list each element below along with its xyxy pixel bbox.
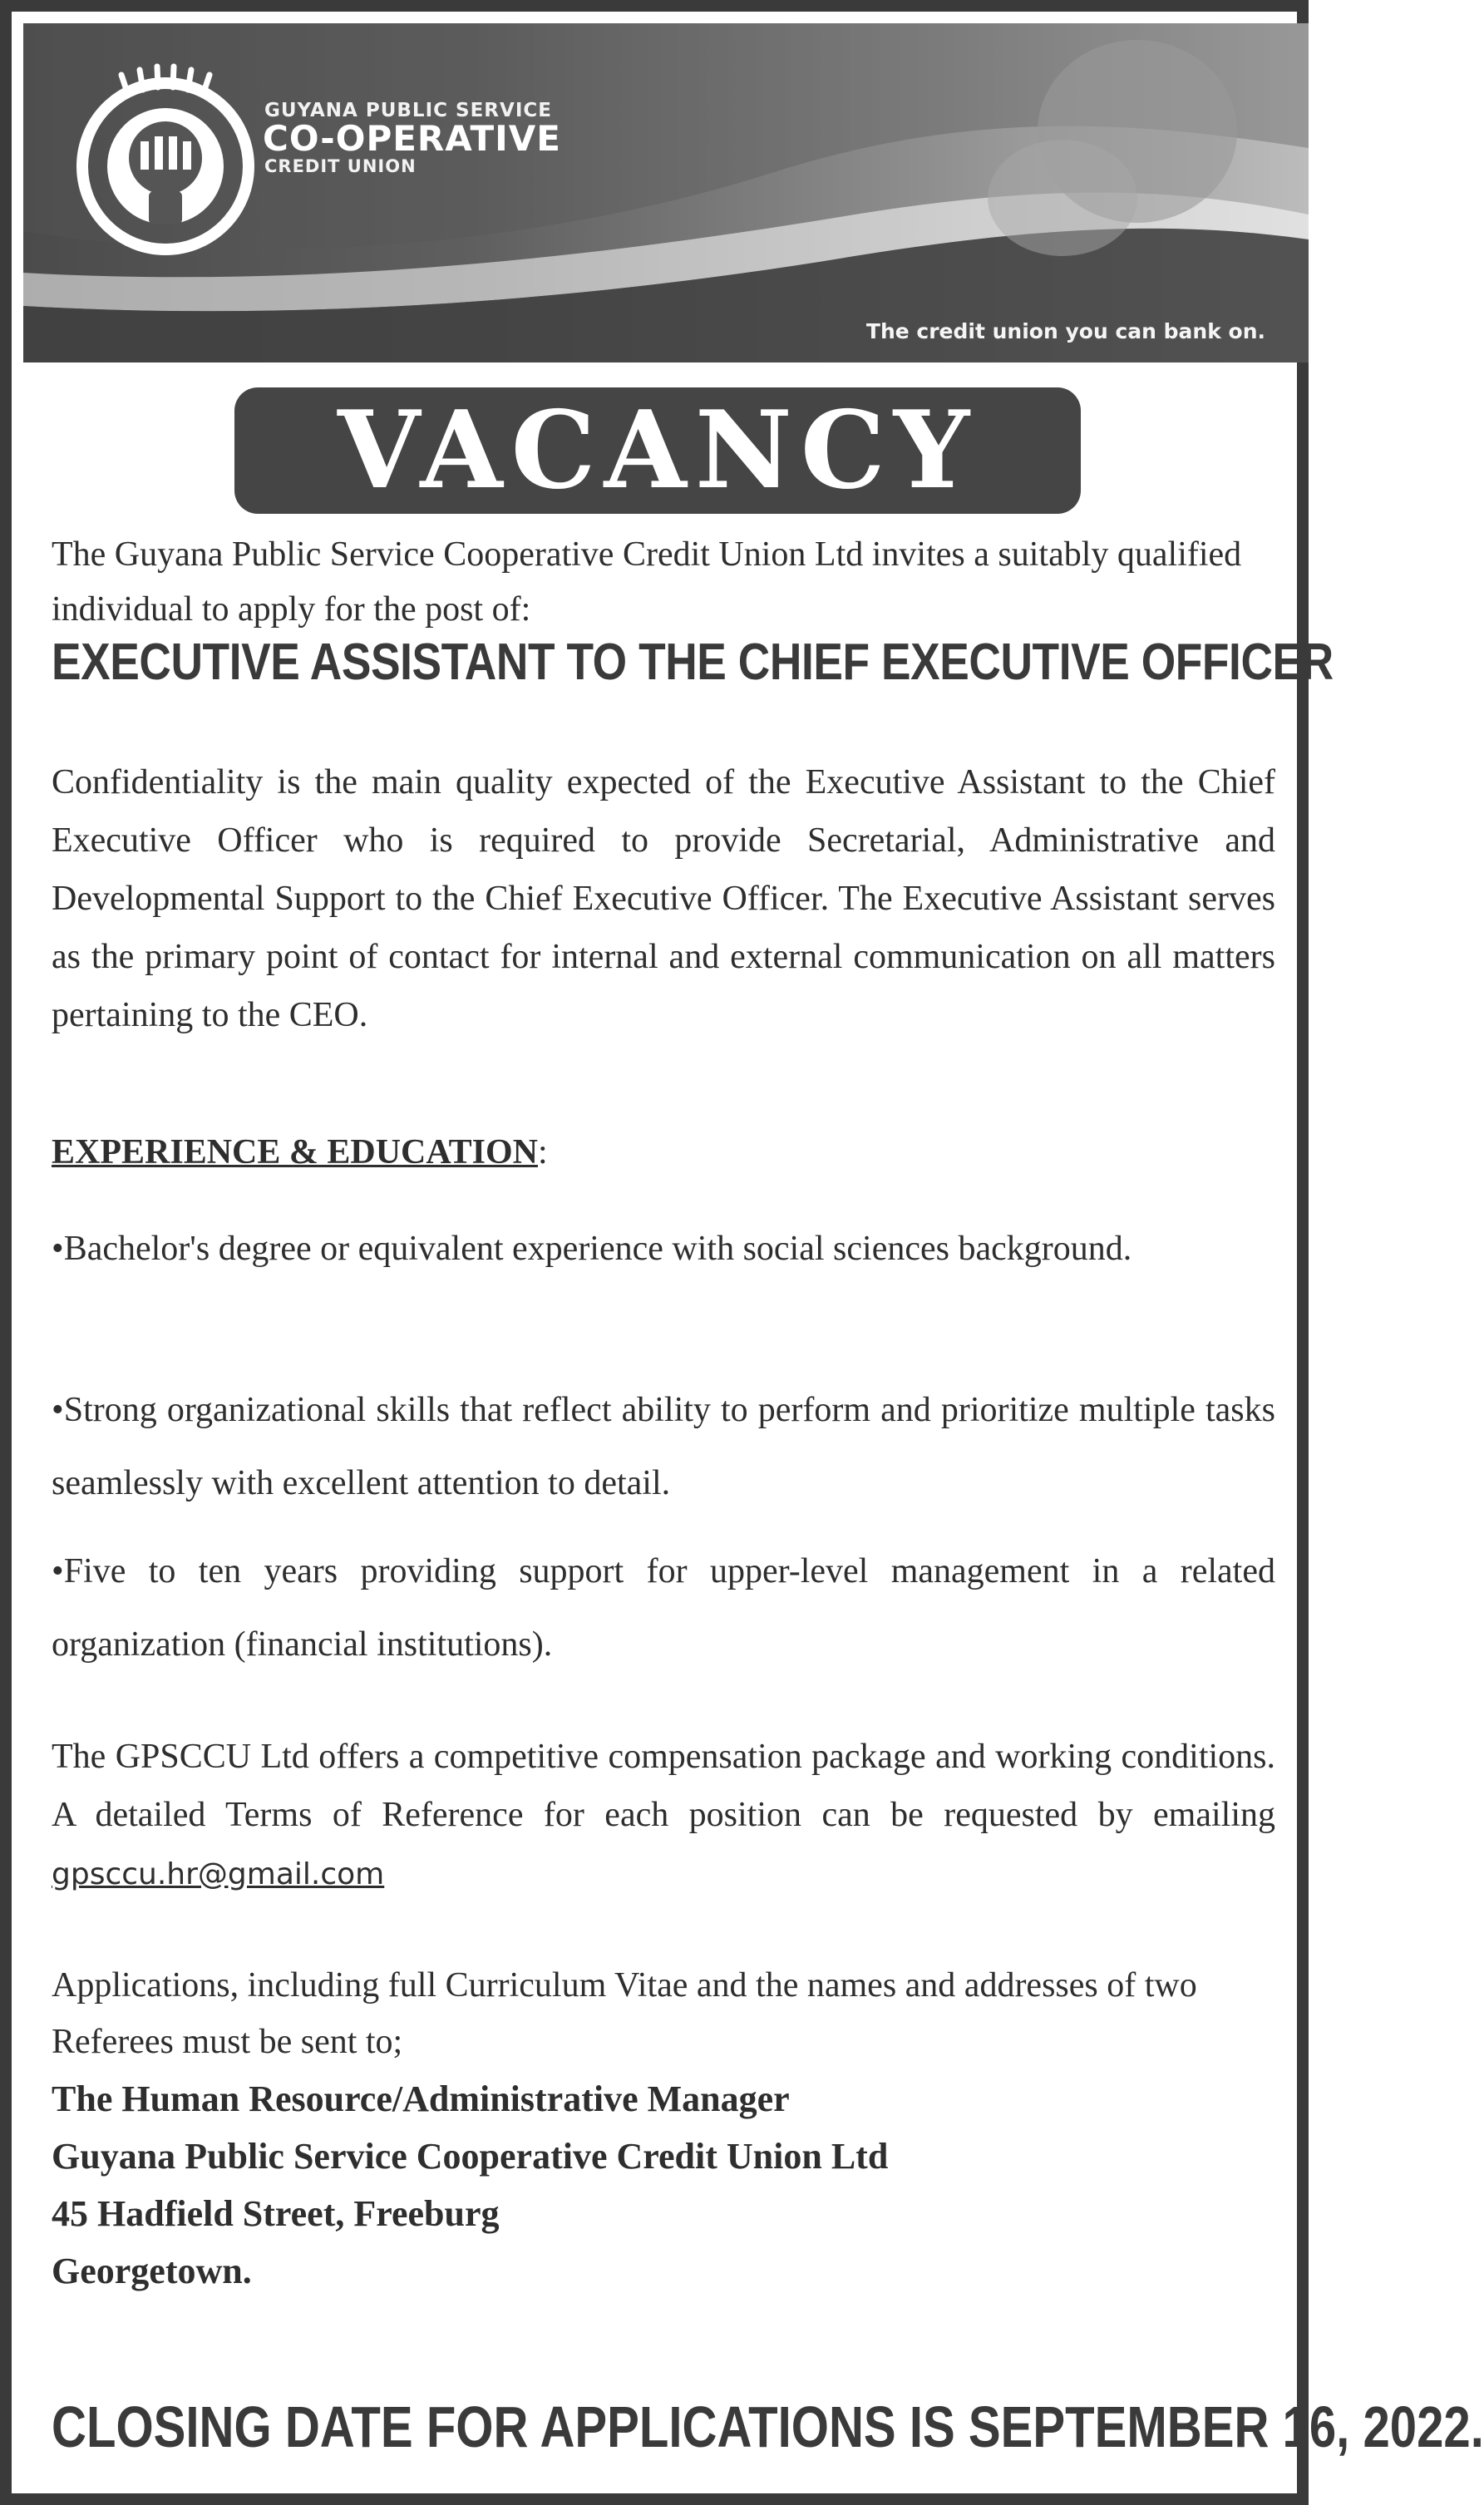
experience-heading-colon: : [537, 1133, 548, 1171]
credit-union-logo [70, 67, 261, 258]
address-line: Guyana Public Service Cooperative Credit Union Ltd [52, 2136, 889, 2177]
position-title: EXECUTIVE ASSISTANT TO THE CHIEF EXECUTIVE OFFICER [52, 634, 1334, 691]
vacancy-banner [234, 387, 1081, 514]
bullet-item: •Five to ten years providing support for upper-level management in a related organization (financial institutions). [52, 1552, 1275, 1664]
applications-text: Applications, including full Curriculum Vitae and the names and addresses of two Referees must be sent to; [52, 1966, 1197, 2061]
org-name-line3: CREDIT UNION [264, 156, 417, 176]
address-line: The Human Resource/Administrative Manager [52, 2078, 790, 2119]
offer-text: The GPSCCU Ltd offers a competitive compensation package and working conditions. A detailed Terms of Reference for each position can be requested by emailing [52, 1738, 1275, 1834]
mailing-address [52, 2070, 1275, 2300]
org-name-line1: GUYANA PUBLIC SERVICE [264, 100, 552, 121]
address-line: Georgetown. [52, 2251, 252, 2291]
header-banner [23, 23, 1309, 362]
bullet-item: •Bachelor's degree or equivalent experience with social sciences background. [52, 1230, 1132, 1268]
email-link[interactable]: gpsccu.hr@gmail.com [52, 1857, 385, 1891]
intro-text: The Guyana Public Service Cooperative Credit Union Ltd invites a suitably qualified individual to apply for the post of: [52, 535, 1242, 629]
vacancy-label: VACANCY [337, 388, 979, 513]
tagline: The credit union you can bank on. [865, 319, 1265, 343]
experience-heading-text: EXPERIENCE & EDUCATION [52, 1133, 538, 1171]
job-description-text: Confidentiality is the main quality expected of the Executive Assistant to the Chief Executive Officer who is required to provide Secretarial, Administrative and Developmental Support to the Chief Executive Officer. The Executive Assistant serves as the primary point of contact for internal and external communication on all matters pertaining to the CEO. [52, 763, 1275, 1034]
job-description [52, 753, 1275, 1044]
address-line: 45 Hadfield Street, Freeburg [52, 2193, 500, 2234]
experience-heading [52, 1132, 548, 1172]
closing-date: CLOSING DATE FOR APPLICATIONS IS SEPTEMBER 16, 2022. [52, 2394, 1484, 2459]
bullet-item: •Strong organizational skills that reflect ability to perform and prioritize multiple tasks seamlessly with excellent attention to detail. [52, 1391, 1275, 1502]
org-name-line2: CO-OPERATIVE [263, 118, 561, 159]
offer-paragraph [52, 1728, 1275, 1904]
